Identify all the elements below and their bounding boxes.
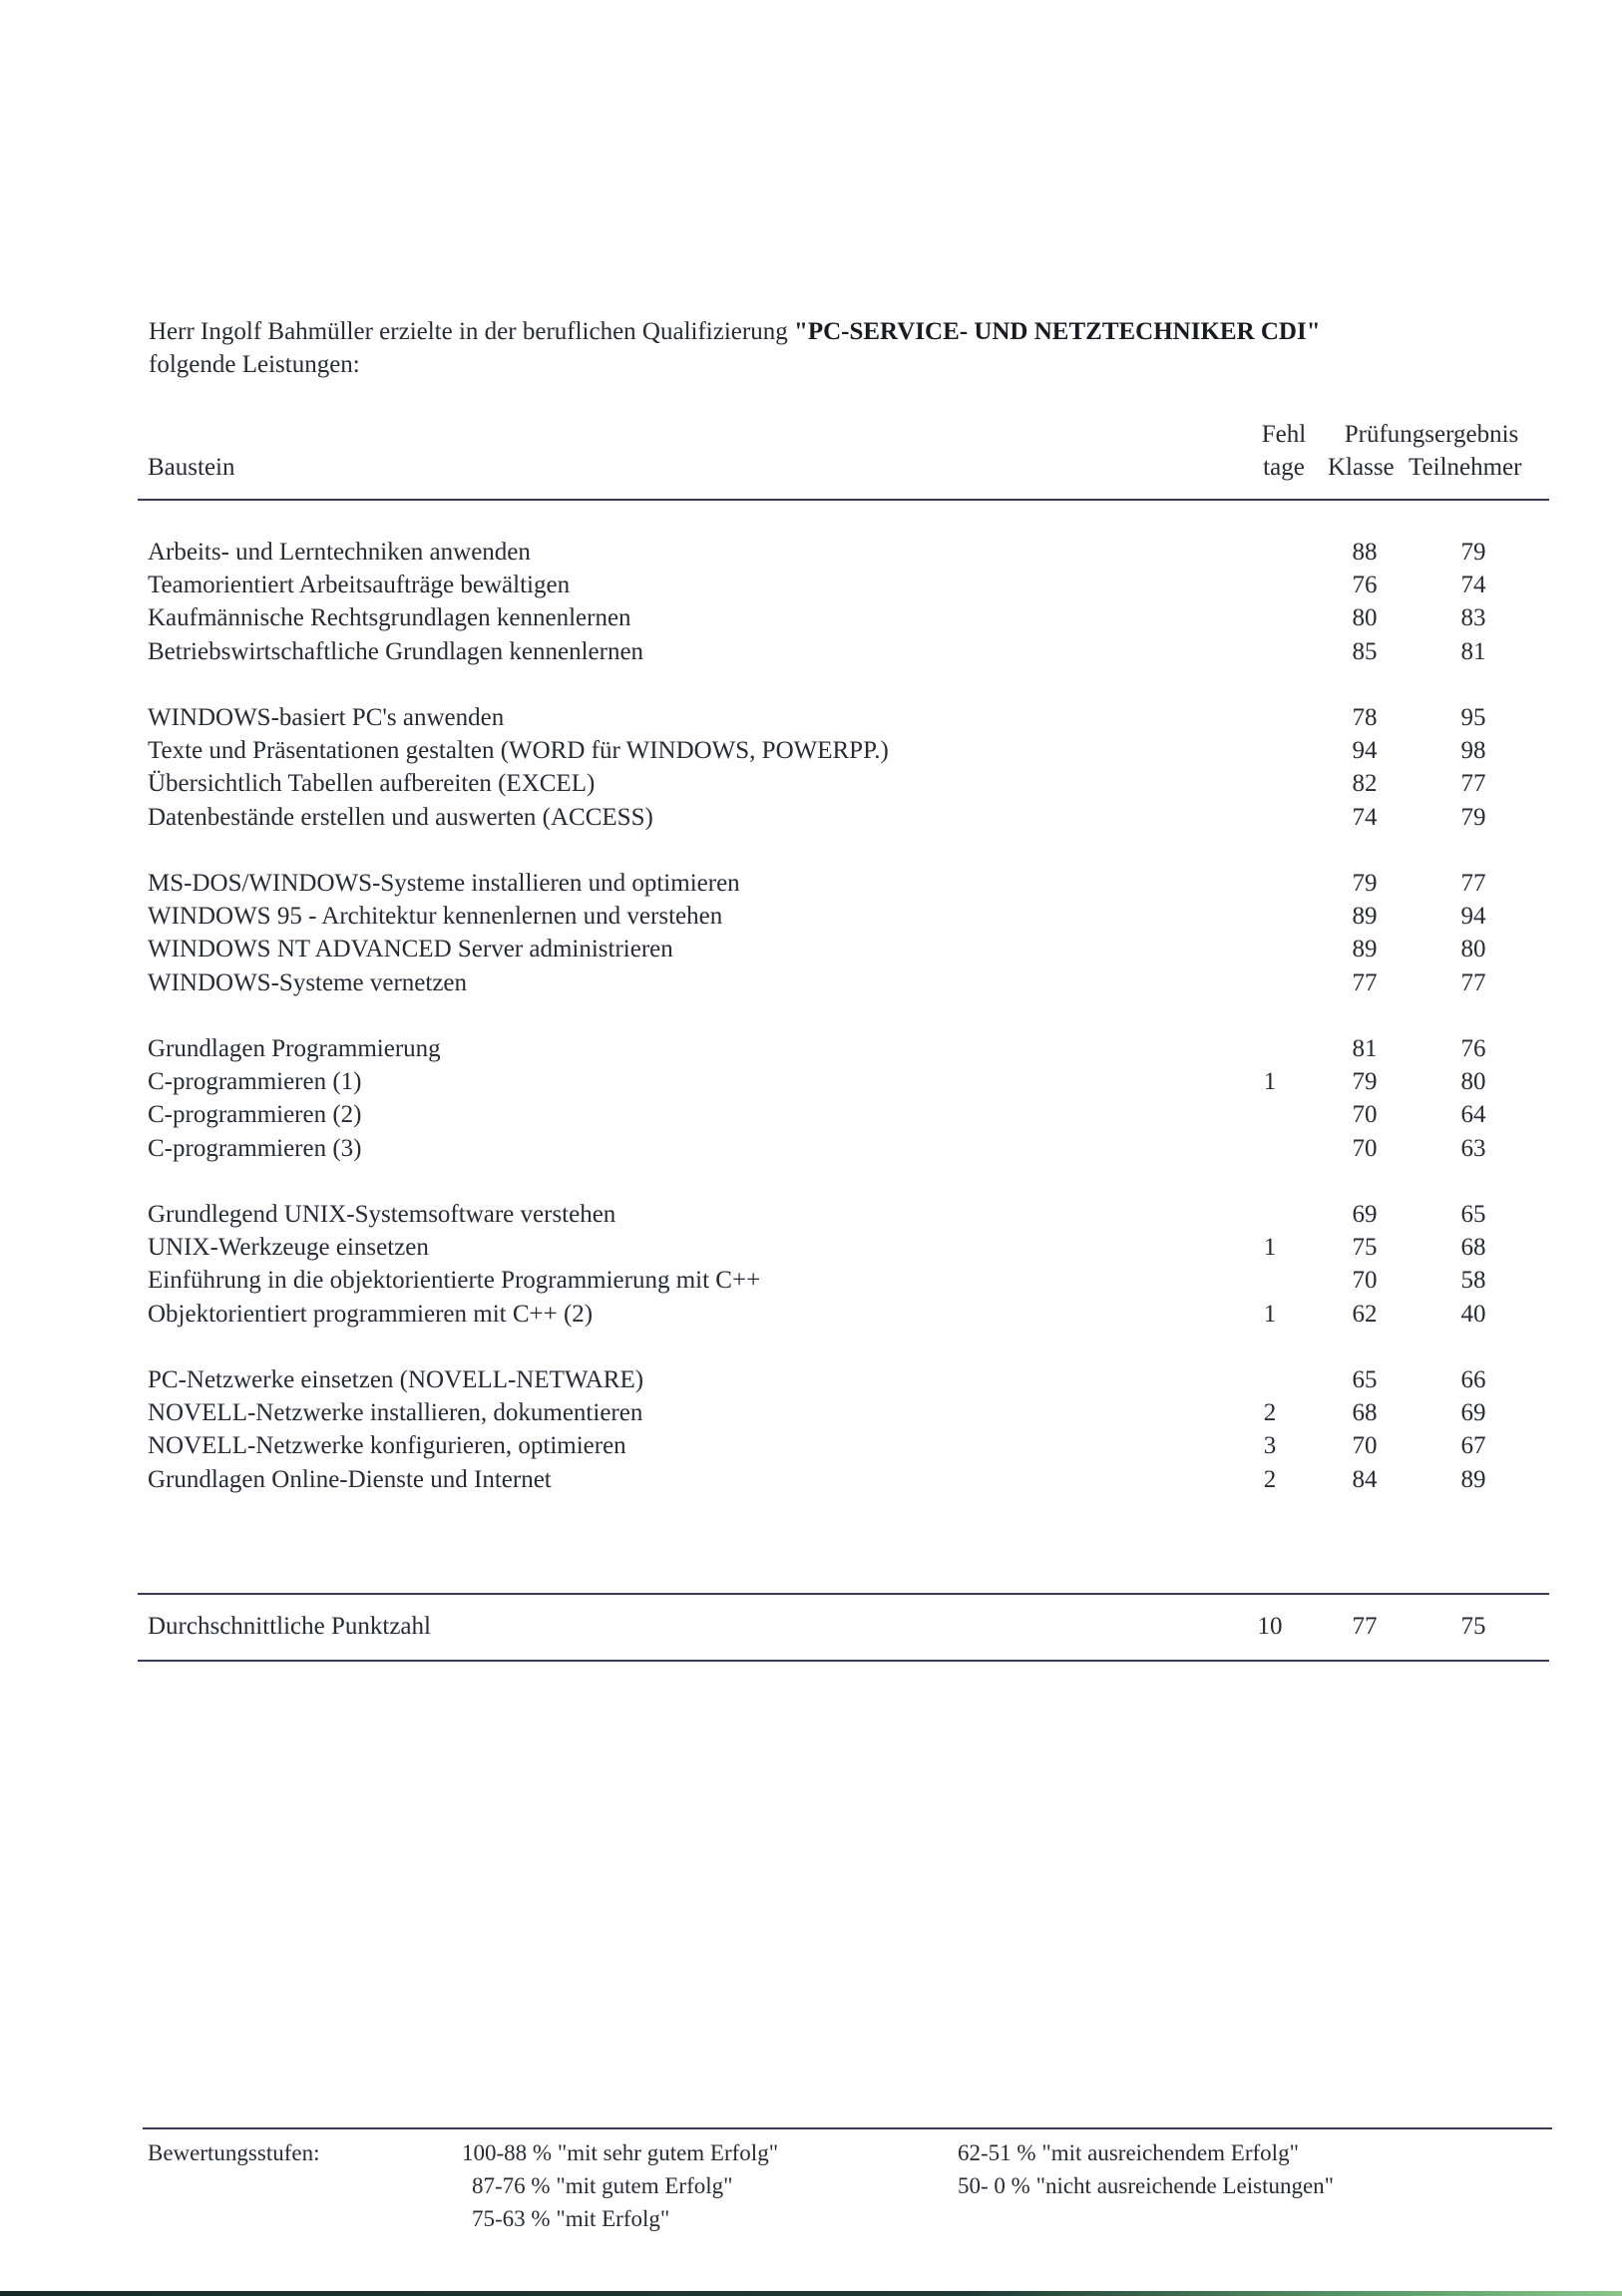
intro-line-2: folgende Leistungen: — [149, 351, 360, 378]
klasse-score: 69 — [1352, 1201, 1378, 1228]
teilnehmer-score: 63 — [1460, 1135, 1486, 1162]
legend-levels-right — [958, 2136, 1334, 2202]
module-name: C-programmieren (2) — [148, 1101, 362, 1128]
teilnehmer-score: 66 — [1460, 1366, 1486, 1393]
module-name: Einführung in die objektorientierte Programmierung mit C++ — [148, 1267, 761, 1294]
summary-klasse: 77 — [1352, 1613, 1378, 1640]
summary-bottom-rule — [138, 1660, 1549, 1662]
module-name: Grundlagen Online-Dienste und Internet — [148, 1466, 552, 1493]
klasse-score: 80 — [1352, 604, 1378, 631]
legend-level: 62-51 % "mit ausreichendem Erfolg" — [958, 2140, 1299, 2165]
table-row — [148, 635, 1544, 668]
klasse-score: 70 — [1352, 1432, 1378, 1459]
header-fehl: Fehl — [1261, 421, 1307, 448]
table-row — [148, 900, 1544, 933]
table-row — [148, 767, 1544, 800]
module-name: MS-DOS/WINDOWS-Systeme installieren und optimieren — [148, 870, 740, 897]
table-row — [148, 734, 1544, 767]
klasse-score: 70 — [1352, 1267, 1378, 1294]
header-tage: tage — [1263, 454, 1305, 481]
module-name: C-programmieren (3) — [148, 1135, 362, 1162]
klasse-score: 89 — [1352, 903, 1378, 930]
legend-rule — [143, 2127, 1552, 2129]
table-row — [148, 1231, 1544, 1264]
teilnehmer-score: 67 — [1460, 1432, 1486, 1459]
teilnehmer-score: 98 — [1460, 737, 1486, 764]
teilnehmer-score: 64 — [1460, 1101, 1486, 1128]
module-name: PC-Netzwerke einsetzen (NOVELL-NETWARE) — [148, 1366, 644, 1393]
intro-paragraph — [149, 315, 1545, 381]
klasse-score: 81 — [1352, 1035, 1378, 1062]
klasse-score: 70 — [1352, 1101, 1378, 1128]
module-name: WINDOWS-basiert PC's anwenden — [148, 704, 505, 731]
module-name: Teamorientiert Arbeitsaufträge bewältigen — [148, 572, 571, 598]
module-name: Texte und Präsentationen gestalten (WORD für WINDOWS, POWERPP.) — [148, 737, 889, 764]
module-name: Datenbestände erstellen und auswerten (ACCESS) — [148, 804, 653, 831]
klasse-score: 94 — [1352, 737, 1378, 764]
teilnehmer-score: 80 — [1460, 1068, 1486, 1095]
summary-row — [148, 1610, 1544, 1643]
table-row — [148, 569, 1544, 601]
table-row — [148, 1132, 1544, 1165]
teilnehmer-score: 65 — [1460, 1201, 1486, 1228]
module-name: Objektorientiert programmieren mit C++ (2) — [148, 1301, 594, 1328]
legend-level: 100-88 % "mit sehr gutem Erfolg" — [462, 2140, 779, 2165]
table-row — [148, 1429, 1544, 1462]
klasse-score: 77 — [1352, 969, 1378, 996]
table-row — [148, 1363, 1544, 1396]
module-name: UNIX-Werkzeuge einsetzen — [148, 1234, 429, 1261]
module-name: NOVELL-Netzwerke installieren, dokumentieren — [148, 1399, 643, 1426]
teilnehmer-score: 74 — [1460, 572, 1486, 598]
klasse-score: 78 — [1352, 704, 1378, 731]
klasse-score: 75 — [1352, 1234, 1378, 1261]
klasse-score: 88 — [1352, 539, 1378, 566]
intro-text: Herr Ingolf Bahmüller erzielte in der beruflichen Qualifizierung — [149, 318, 794, 345]
table-row — [148, 1264, 1544, 1297]
summary-fehltage: 10 — [1257, 1613, 1283, 1640]
klasse-score: 84 — [1352, 1466, 1378, 1493]
teilnehmer-score: 95 — [1460, 704, 1486, 731]
table-row — [148, 1065, 1544, 1098]
summary-top-rule — [138, 1593, 1549, 1595]
table-row — [148, 1298, 1544, 1331]
teilnehmer-score: 77 — [1460, 870, 1486, 897]
module-name: Betriebswirtschaftliche Grundlagen kennenlernen — [148, 638, 644, 665]
teilnehmer-score: 69 — [1460, 1399, 1486, 1426]
module-name: WINDOWS-Systeme vernetzen — [148, 969, 468, 996]
header-baustein: Baustein — [148, 454, 235, 481]
header-pruefungsergebnis: Prüfungsergebnis — [1344, 421, 1519, 448]
module-name: NOVELL-Netzwerke konfigurieren, optimieren — [148, 1432, 626, 1459]
klasse-score: 79 — [1352, 870, 1378, 897]
summary-label: Durchschnittliche Punktzahl — [148, 1613, 431, 1640]
table-row — [148, 1463, 1544, 1496]
module-name: Arbeits- und Lerntechniken anwenden — [148, 539, 531, 566]
teilnehmer-score: 81 — [1460, 638, 1486, 665]
module-name: Übersichtlich Tabellen aufbereiten (EXCEL) — [148, 770, 596, 797]
legend-level: 75-63 % "mit Erfolg" — [472, 2206, 670, 2231]
klasse-score: 82 — [1352, 770, 1378, 797]
fehltage-value: 1 — [1263, 1234, 1277, 1261]
teilnehmer-score: 58 — [1460, 1267, 1486, 1294]
module-name: Grundlagen Programmierung — [148, 1035, 441, 1062]
legend-level: 87-76 % "mit gutem Erfolg" — [472, 2173, 733, 2198]
teilnehmer-score: 77 — [1460, 770, 1486, 797]
table-row — [148, 701, 1544, 734]
teilnehmer-score: 79 — [1460, 804, 1486, 831]
teilnehmer-score: 83 — [1460, 604, 1486, 631]
table-row — [148, 1032, 1544, 1065]
klasse-score: 74 — [1352, 804, 1378, 831]
table-row — [148, 1396, 1544, 1429]
table-row — [148, 1198, 1544, 1231]
teilnehmer-score: 68 — [1460, 1234, 1486, 1261]
legend-level: 50- 0 % "nicht ausreichende Leistungen" — [958, 2173, 1335, 2198]
klasse-score: 85 — [1352, 638, 1378, 665]
teilnehmer-score: 76 — [1460, 1035, 1486, 1062]
fehltage-value: 1 — [1263, 1301, 1277, 1328]
table-row — [148, 1098, 1544, 1131]
klasse-score: 62 — [1352, 1301, 1378, 1328]
program-title: "PC-SERVICE- UND NETZTECHNIKER CDI" — [793, 318, 1321, 345]
fehltage-value: 2 — [1263, 1399, 1277, 1426]
module-name: Grundlegend UNIX-Systemsoftware verstehen — [148, 1201, 616, 1228]
legend-title: Bewertungsstufen: — [148, 2140, 320, 2165]
fehltage-value: 2 — [1263, 1466, 1277, 1493]
teilnehmer-score: 80 — [1460, 936, 1486, 962]
table-row — [148, 933, 1544, 965]
header-klasse: Klasse — [1328, 454, 1395, 481]
module-name: WINDOWS NT ADVANCED Server administrieren — [148, 936, 673, 962]
module-name: Kaufmännische Rechtsgrundlagen kennenlernen — [148, 604, 631, 631]
module-name: C-programmieren (1) — [148, 1068, 362, 1095]
module-name: WINDOWS 95 - Architektur kennenlernen und verstehen — [148, 903, 723, 930]
table-row — [148, 601, 1544, 634]
klasse-score: 65 — [1352, 1366, 1378, 1393]
summary-teilnehmer: 75 — [1460, 1613, 1486, 1640]
teilnehmer-score: 94 — [1460, 903, 1486, 930]
teilnehmer-score: 77 — [1460, 969, 1486, 996]
klasse-score: 79 — [1352, 1068, 1378, 1095]
klasse-score: 76 — [1352, 572, 1378, 598]
fehltage-value: 1 — [1263, 1068, 1277, 1095]
table-row — [148, 536, 1544, 569]
fehltage-value: 3 — [1263, 1432, 1277, 1459]
klasse-score: 89 — [1352, 936, 1378, 962]
table-row — [148, 801, 1544, 834]
teilnehmer-score: 89 — [1460, 1466, 1486, 1493]
teilnehmer-score: 79 — [1460, 539, 1486, 566]
table-row — [148, 966, 1544, 999]
legend-levels-left — [462, 2136, 778, 2235]
intro-line-1 — [149, 315, 1545, 348]
header-teilnehmer: Teilnehmer — [1409, 454, 1522, 481]
teilnehmer-score: 40 — [1460, 1301, 1486, 1328]
header-rule — [138, 499, 1549, 501]
scan-edge — [0, 2291, 1622, 2296]
klasse-score: 68 — [1352, 1399, 1378, 1426]
klasse-score: 70 — [1352, 1135, 1378, 1162]
table-row — [148, 867, 1544, 900]
